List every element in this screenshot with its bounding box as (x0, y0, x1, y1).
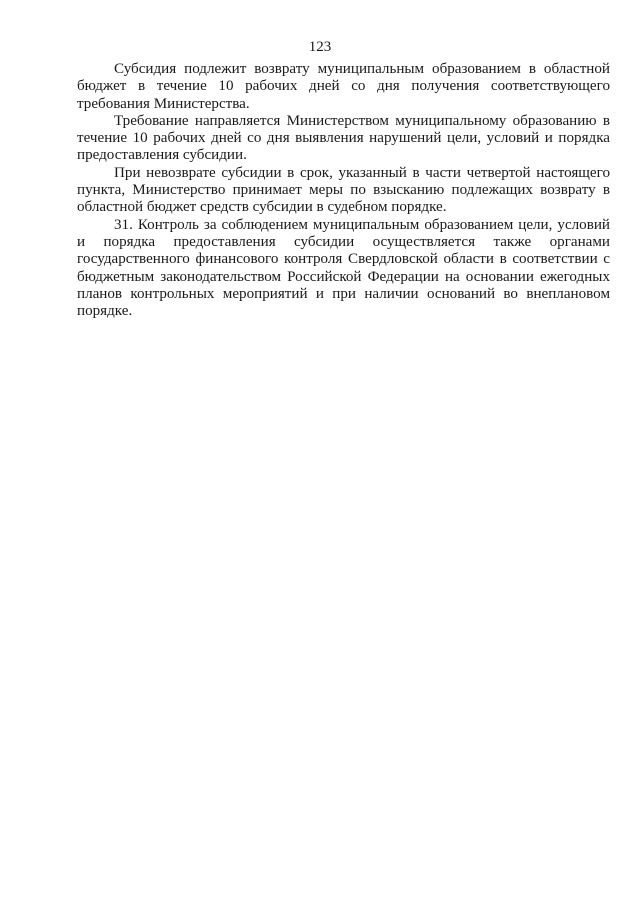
paragraph-control-item-31: 31. Контроль за соблюдением муниципальным образованием цели, условий и порядка предоставления субсидии осуществляется также органами государственного финансового контроля Свердловской области в соответствии с бюджетным законодательством Российской Федерации на основании ежегодных планов контрольных мероприятий и при наличии оснований во внеплановом порядке. (77, 216, 610, 320)
paragraph-non-return-measures: При невозврате субсидии в срок, указанный в части четвертой настоящего пункта, Министерство принимает меры по взысканию подлежащих возврату в областной бюджет средств субсидии в судебном порядке. (77, 164, 610, 216)
paragraph-ministry-requirement: Требование направляется Министерством муниципальному образованию в течение 10 рабочих дней со дня выявления нарушений цели, условий и порядка предоставления субсидии. (77, 112, 610, 164)
paragraph-subsidy-return: Субсидия подлежит возврату муниципальным образованием в областной бюджет в течение 10 рабочих дней со дня получения соответствующего требования Министерства. (77, 61, 610, 112)
page-number: 123 (308, 39, 332, 55)
document-body (77, 61, 610, 320)
